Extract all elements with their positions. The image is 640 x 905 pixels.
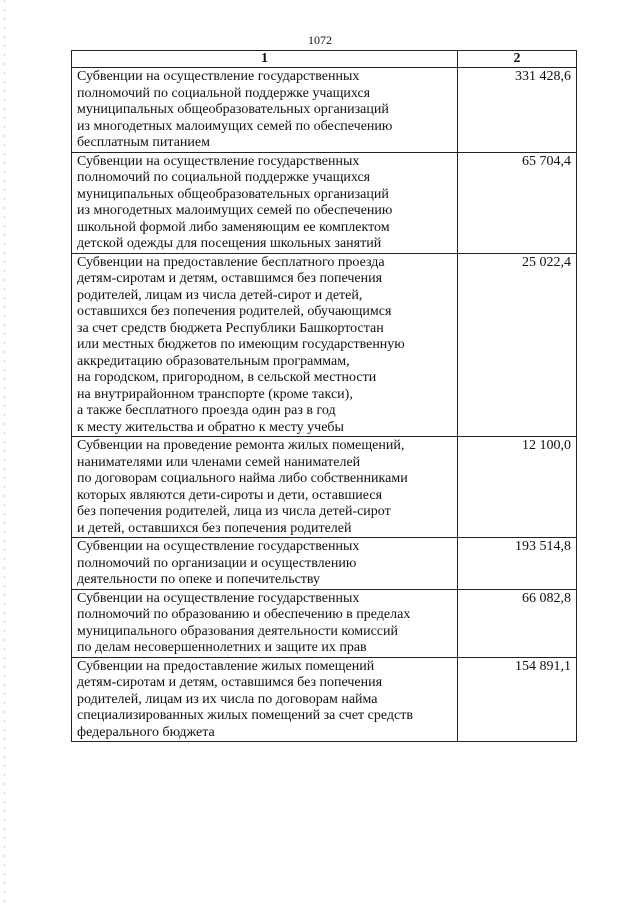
description-line: которых являются дети-сироты и дети, оставшиеся [77, 487, 383, 503]
row-description [72, 68, 458, 153]
description-line: Субвенции на осуществление государственных [77, 590, 360, 606]
description-line: родителей, лицам из числа детей-сирот и детей, [77, 287, 363, 303]
row-amount: 66 082,8 [458, 589, 577, 657]
description-line: или местных бюджетов по имеющим государственную [77, 337, 405, 352]
description-line: полномочий по социальной поддержке учащихся [77, 85, 371, 101]
description-line: муниципального образования деятельности комиссий [77, 623, 398, 639]
description-line: а также бесплатного проезда один раз в год [77, 403, 336, 418]
description-line: на внутрирайонном транспорте (кроме такси), [77, 386, 353, 402]
row-description [72, 589, 458, 657]
description-line: федерального бюджета [77, 724, 215, 740]
table-body [72, 68, 577, 742]
description-line: Субвенции на осуществление государственных [77, 153, 360, 169]
description-line: к месту жительства и обратно к месту учебы [77, 419, 344, 435]
row-description [72, 538, 458, 590]
row-amount: 25 022,4 [458, 253, 577, 437]
row-amount: 12 100,0 [458, 437, 577, 538]
description-line: полномочий по образованию и обеспечению в пределах [77, 607, 411, 622]
description-line: аккредитацию образовательным программам, [77, 353, 350, 369]
description-line: деятельности по опеке и попечительству [77, 572, 321, 587]
column-header-description: 1 [72, 51, 458, 68]
description-line: Субвенции на осуществление государственных [77, 539, 360, 554]
table-row [72, 437, 577, 538]
row-amount: 154 891,1 [458, 657, 577, 742]
description-line: Субвенции на предоставление жилых помещений [77, 658, 375, 674]
description-line: муниципальных общеобразовательных организаций [77, 186, 389, 202]
table-row [72, 657, 577, 742]
description-line: за счет средств бюджета Республики Башкортостан [77, 320, 384, 336]
description-line: на городском, пригородном, в сельской местности [77, 370, 377, 385]
row-description [72, 437, 458, 538]
description-line: бесплатным питанием [77, 135, 210, 150]
description-line: Субвенции на предоставление бесплатного проезда [77, 254, 385, 270]
description-line: по договорам социального найма либо собственниками [77, 471, 408, 486]
row-description [72, 152, 458, 253]
description-line: нанимателями или членами семей нанимателей [77, 454, 361, 470]
description-line: специализированных жилых помещений за счет средств [77, 708, 413, 723]
row-amount: 65 704,4 [458, 152, 577, 253]
description-line: полномочий по организации и осуществлению [77, 555, 357, 571]
subventions-table-container [71, 50, 576, 742]
scan-edge-artifact [4, 0, 5, 905]
table-row [72, 589, 577, 657]
row-description [72, 657, 458, 742]
description-line: по делам несовершеннолетних и защите их прав [77, 640, 367, 655]
table-header-row [72, 51, 577, 68]
page-number: 1072 [308, 33, 332, 47]
table-row [72, 152, 577, 253]
description-line: детской одежды для посещения школьных занятий [77, 236, 382, 251]
table-row [72, 68, 577, 153]
row-amount: 331 428,6 [458, 68, 577, 153]
description-line: оставшихся без попечения родителей, обучающимся [77, 304, 392, 319]
description-line: из многодетных малоимущих семей по обеспечению [77, 118, 393, 134]
description-line: детям-сиротам и детям, оставшимся без попечения [77, 271, 383, 286]
description-line: и детей, оставшихся без попечения родителей [77, 520, 352, 536]
description-line: Субвенции на проведение ремонта жилых помещений, [77, 438, 405, 453]
table-row [72, 253, 577, 437]
description-line: Субвенции на осуществление государственных [77, 69, 360, 84]
row-amount: 193 514,8 [458, 538, 577, 590]
description-line: муниципальных общеобразовательных организаций [77, 102, 389, 117]
description-line: полномочий по социальной поддержке учащихся [77, 170, 371, 185]
column-header-amount: 2 [458, 51, 577, 68]
table-row [72, 538, 577, 590]
subventions-table [71, 50, 577, 742]
description-line: школьной формой либо заменяющим ее комплектом [77, 219, 390, 235]
description-line: детям-сиротам и детям, оставшимся без попечения [77, 675, 383, 690]
row-description [72, 253, 458, 437]
description-line: без попечения родителей, лица из числа детей-сирот [77, 504, 391, 519]
description-line: родителей, лицам из их числа по договорам найма [77, 691, 378, 707]
description-line: из многодетных малоимущих семей по обеспечению [77, 203, 393, 218]
